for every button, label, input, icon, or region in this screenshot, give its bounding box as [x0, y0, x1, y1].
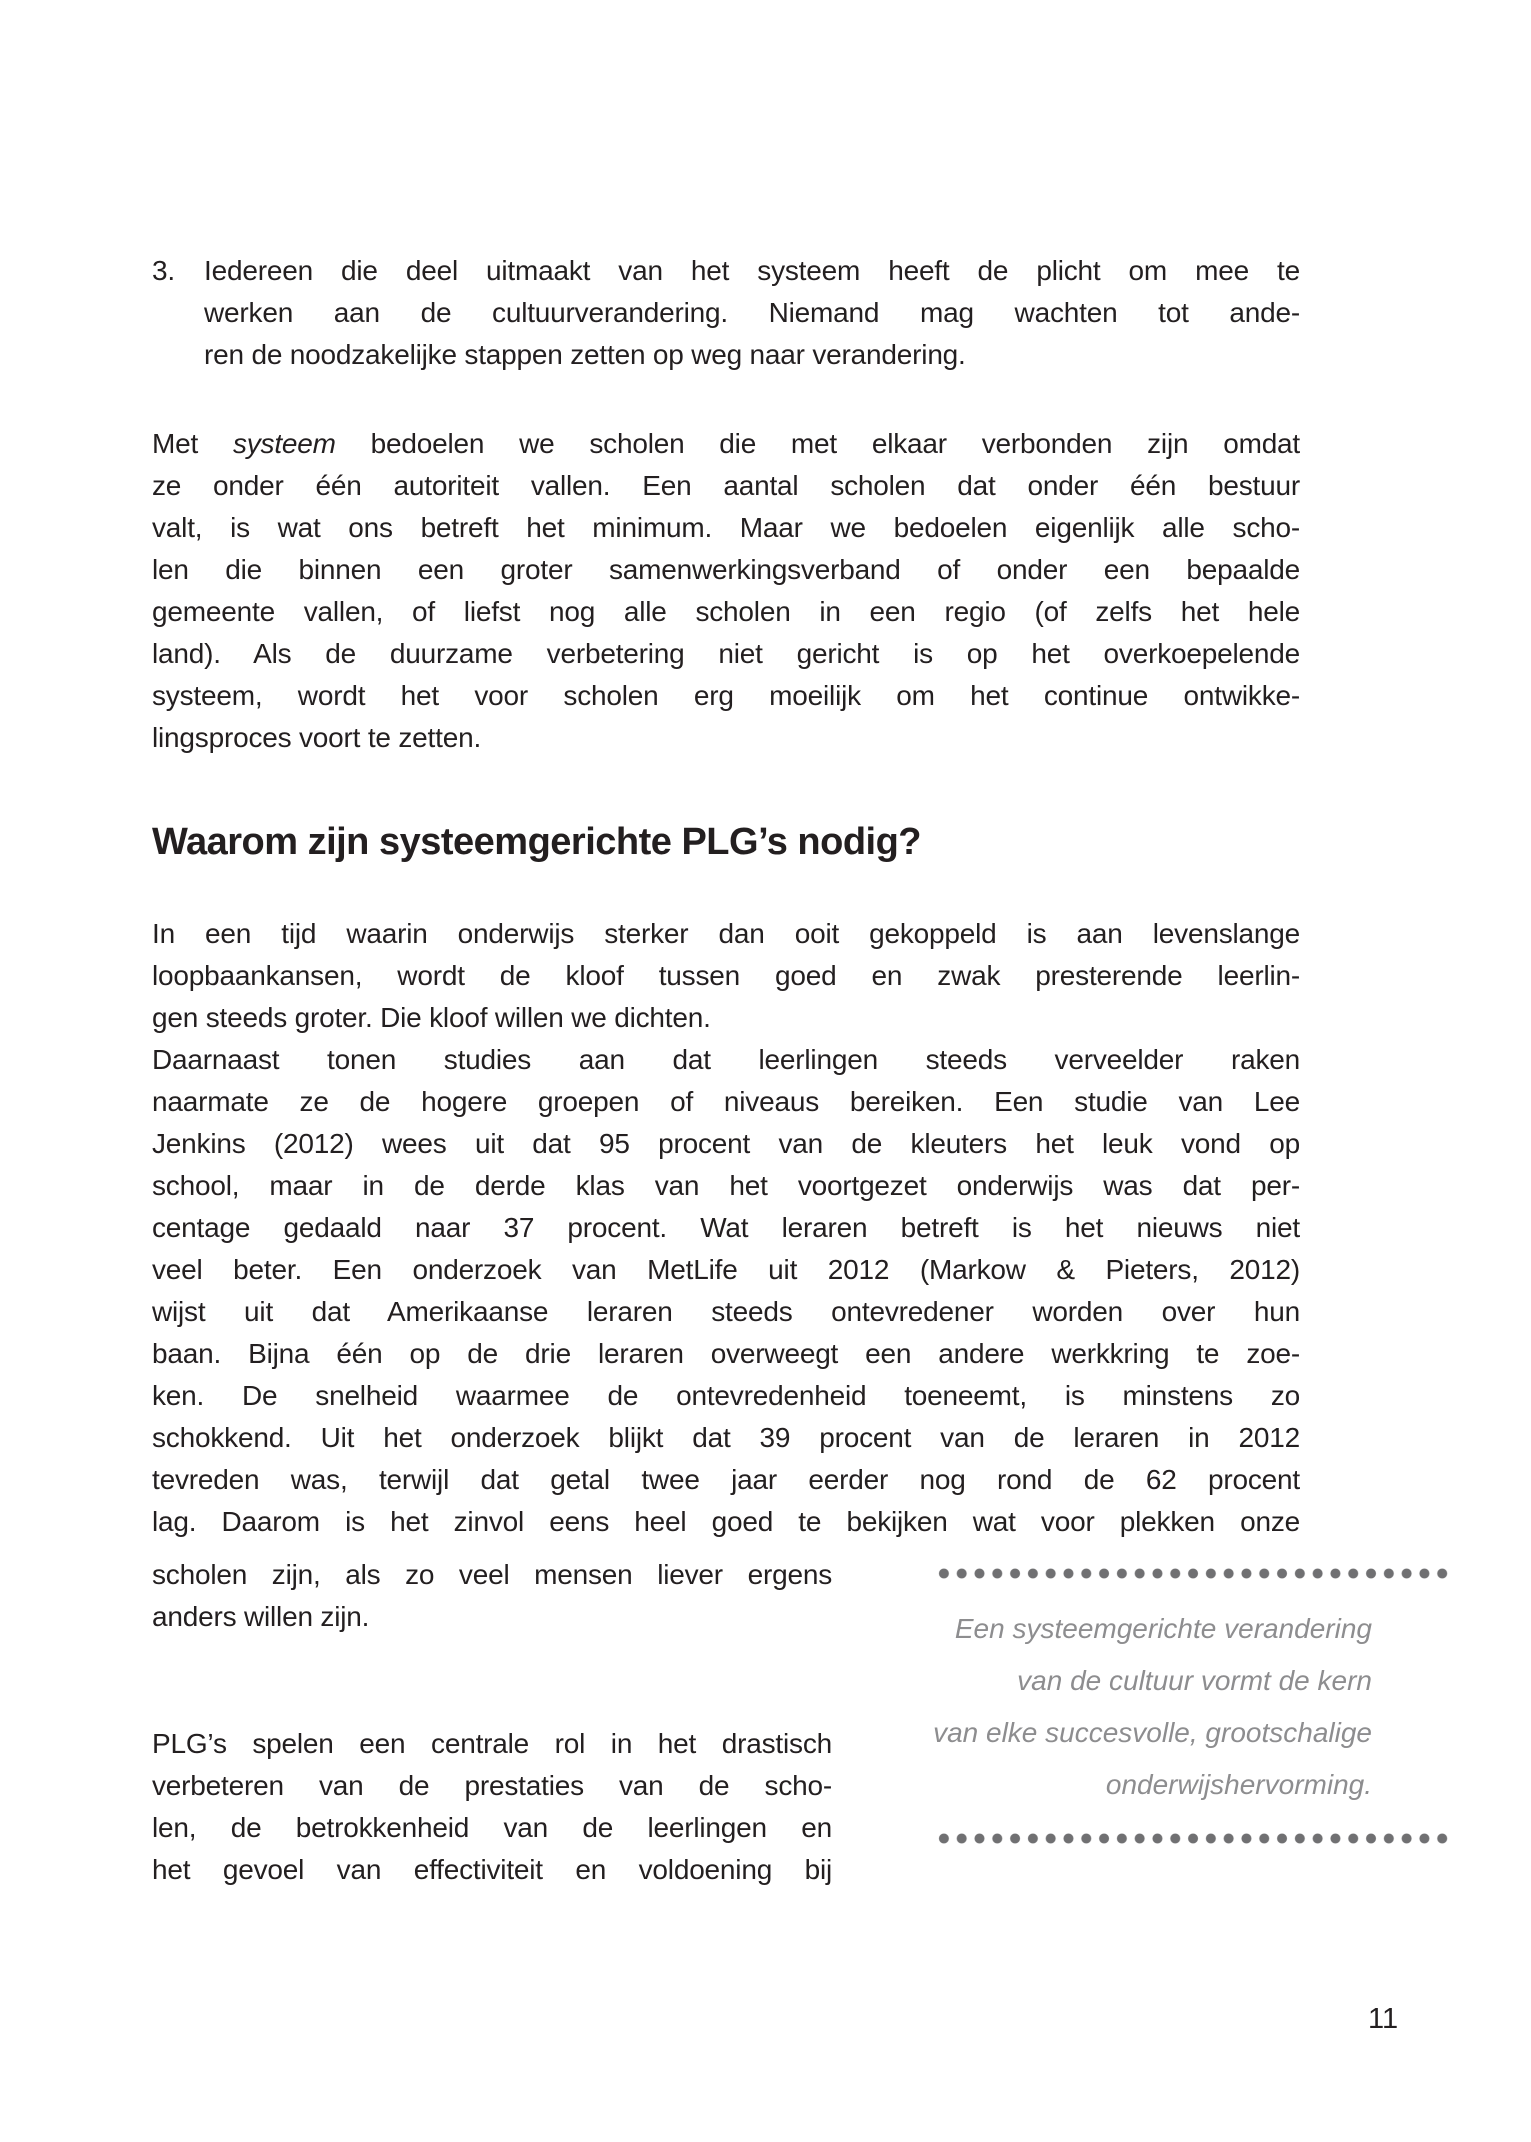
text-line: valt, is wat ons betreft het minimum. Maar we bedoelen eigenlijk alle scho- [152, 512, 1300, 543]
text-line: school, maar in de derde klas van het voortgezet onderwijs was dat per- [152, 1170, 1300, 1201]
dotted-separator-top [935, 1568, 1452, 1579]
text-line: het gevoel van effectiviteit en voldoening bij [152, 1854, 832, 1885]
text-line: gemeente vallen, of liefst nog alle scholen in een regio (of zelfs het hele [152, 596, 1300, 627]
text-line: In een tijd waarin onderwijs sterker dan ooit gekoppeld is aan levenslange [152, 918, 1300, 949]
dotted-separator-bottom [935, 1833, 1452, 1844]
paragraph-systeem [152, 423, 1300, 759]
list-item-text [204, 250, 1300, 376]
text-line: land). Als de duurzame verbetering niet gericht is op het overkoepelende [152, 638, 1300, 669]
text-line: wijst uit dat Amerikaanse leraren steeds ontevredener worden over hun [152, 1296, 1300, 1327]
italic-term-systeem: systeem [232, 428, 336, 459]
paragraph-scholen [152, 1554, 832, 1638]
text-line: schokkend. Uit het onderzoek blijkt dat 39 procent van de leraren in 2012 [152, 1422, 1300, 1453]
text-line: ren de noodzakelijke stappen zetten op weg naar verandering. [204, 339, 966, 370]
text-line: len, de betrokkenheid van de leerlingen en [152, 1812, 832, 1843]
text-line: lag. Daarom is het zinvol eens heel goed te bekijken wat voor plekken onze [152, 1506, 1300, 1537]
text-line: anders willen zijn. [152, 1601, 370, 1632]
text-line: PLG’s spelen een centrale rol in het drastisch [152, 1728, 832, 1759]
text-line: naarmate ze de hogere groepen of niveaus bereiken. Een studie van Lee [152, 1086, 1300, 1117]
narrow-text-column [152, 1554, 832, 1891]
pull-quote-text [830, 1603, 1452, 1811]
list-item-number: 3. [152, 255, 175, 286]
paragraph-plg [152, 1723, 832, 1891]
text-line: centage gedaald naar 37 procent. Wat leraren betreft is het nieuws niet [152, 1212, 1300, 1243]
text-line: Een systeemgerichte verandering [954, 1613, 1372, 1644]
text-line: gen steeds groter. Die kloof willen we dichten. [152, 1002, 711, 1033]
text-line: scholen zijn, als zo veel mensen liever ergens [152, 1559, 832, 1590]
text-line: ken. De snelheid waarmee de ontevredenheid toeneemt, is minstens zo [152, 1380, 1300, 1411]
text-line: systeem, wordt het voor scholen erg moeilijk om het continue ontwikke- [152, 680, 1300, 711]
pull-quote-box [830, 1568, 1452, 1844]
page-number: 11 [1368, 2003, 1399, 2035]
text-line: ze onder één autoriteit vallen. Een aantal scholen dat onder één bestuur [152, 470, 1300, 501]
text-line: loopbaankansen, wordt de kloof tussen goed en zwak presterende leerlin- [152, 960, 1300, 991]
text-line: veel beter. Een onderzoek van MetLife uit 2012 (Markow & Pieters, 2012) [152, 1254, 1300, 1285]
text-line: tevreden was, terwijl dat getal twee jaar eerder nog rond de 62 procent [152, 1464, 1300, 1495]
paragraph-lines [152, 465, 1300, 759]
text-line: van de cultuur vormt de kern [1017, 1665, 1372, 1696]
numbered-list-item-3 [152, 250, 1300, 376]
paragraph-lines [152, 913, 1300, 1039]
text-line: baan. Bijna één op de drie leraren overweegt een andere werkkring te zoe- [152, 1338, 1300, 1369]
text-segment: Met [152, 428, 233, 459]
text-line: onderwijshervorming. [1105, 1769, 1372, 1800]
text-segment: bedoelen we scholen die met elkaar verbonden zijn omdat [335, 428, 1300, 459]
text-line: van elke succesvolle, grootschalige [933, 1717, 1372, 1748]
paragraph-studies [152, 1039, 1300, 1543]
text-line: Iedereen die deel uitmaakt van het systeem heeft de plicht om mee te [204, 255, 1300, 286]
text-line: Daarnaast tonen studies aan dat leerlingen steeds verveelder raken [152, 1044, 1300, 1075]
text-line: Jenkins (2012) wees uit dat 95 procent van de kleuters het leuk vond op [152, 1128, 1300, 1159]
text-line [152, 423, 1300, 465]
text-line: lingsproces voort te zetten. [152, 722, 482, 753]
text-line: verbeteren van de prestaties van de scho- [152, 1770, 832, 1801]
text-line: len die binnen een groter samenwerkingsverband of onder een bepaalde [152, 554, 1300, 585]
text-line: werken aan de cultuurverandering. Niemand mag wachten tot ande- [204, 297, 1300, 328]
section-heading: Waarom zijn systeemgerichte PLG’s nodig? [152, 821, 922, 863]
paragraph-kloof [152, 913, 1300, 1543]
